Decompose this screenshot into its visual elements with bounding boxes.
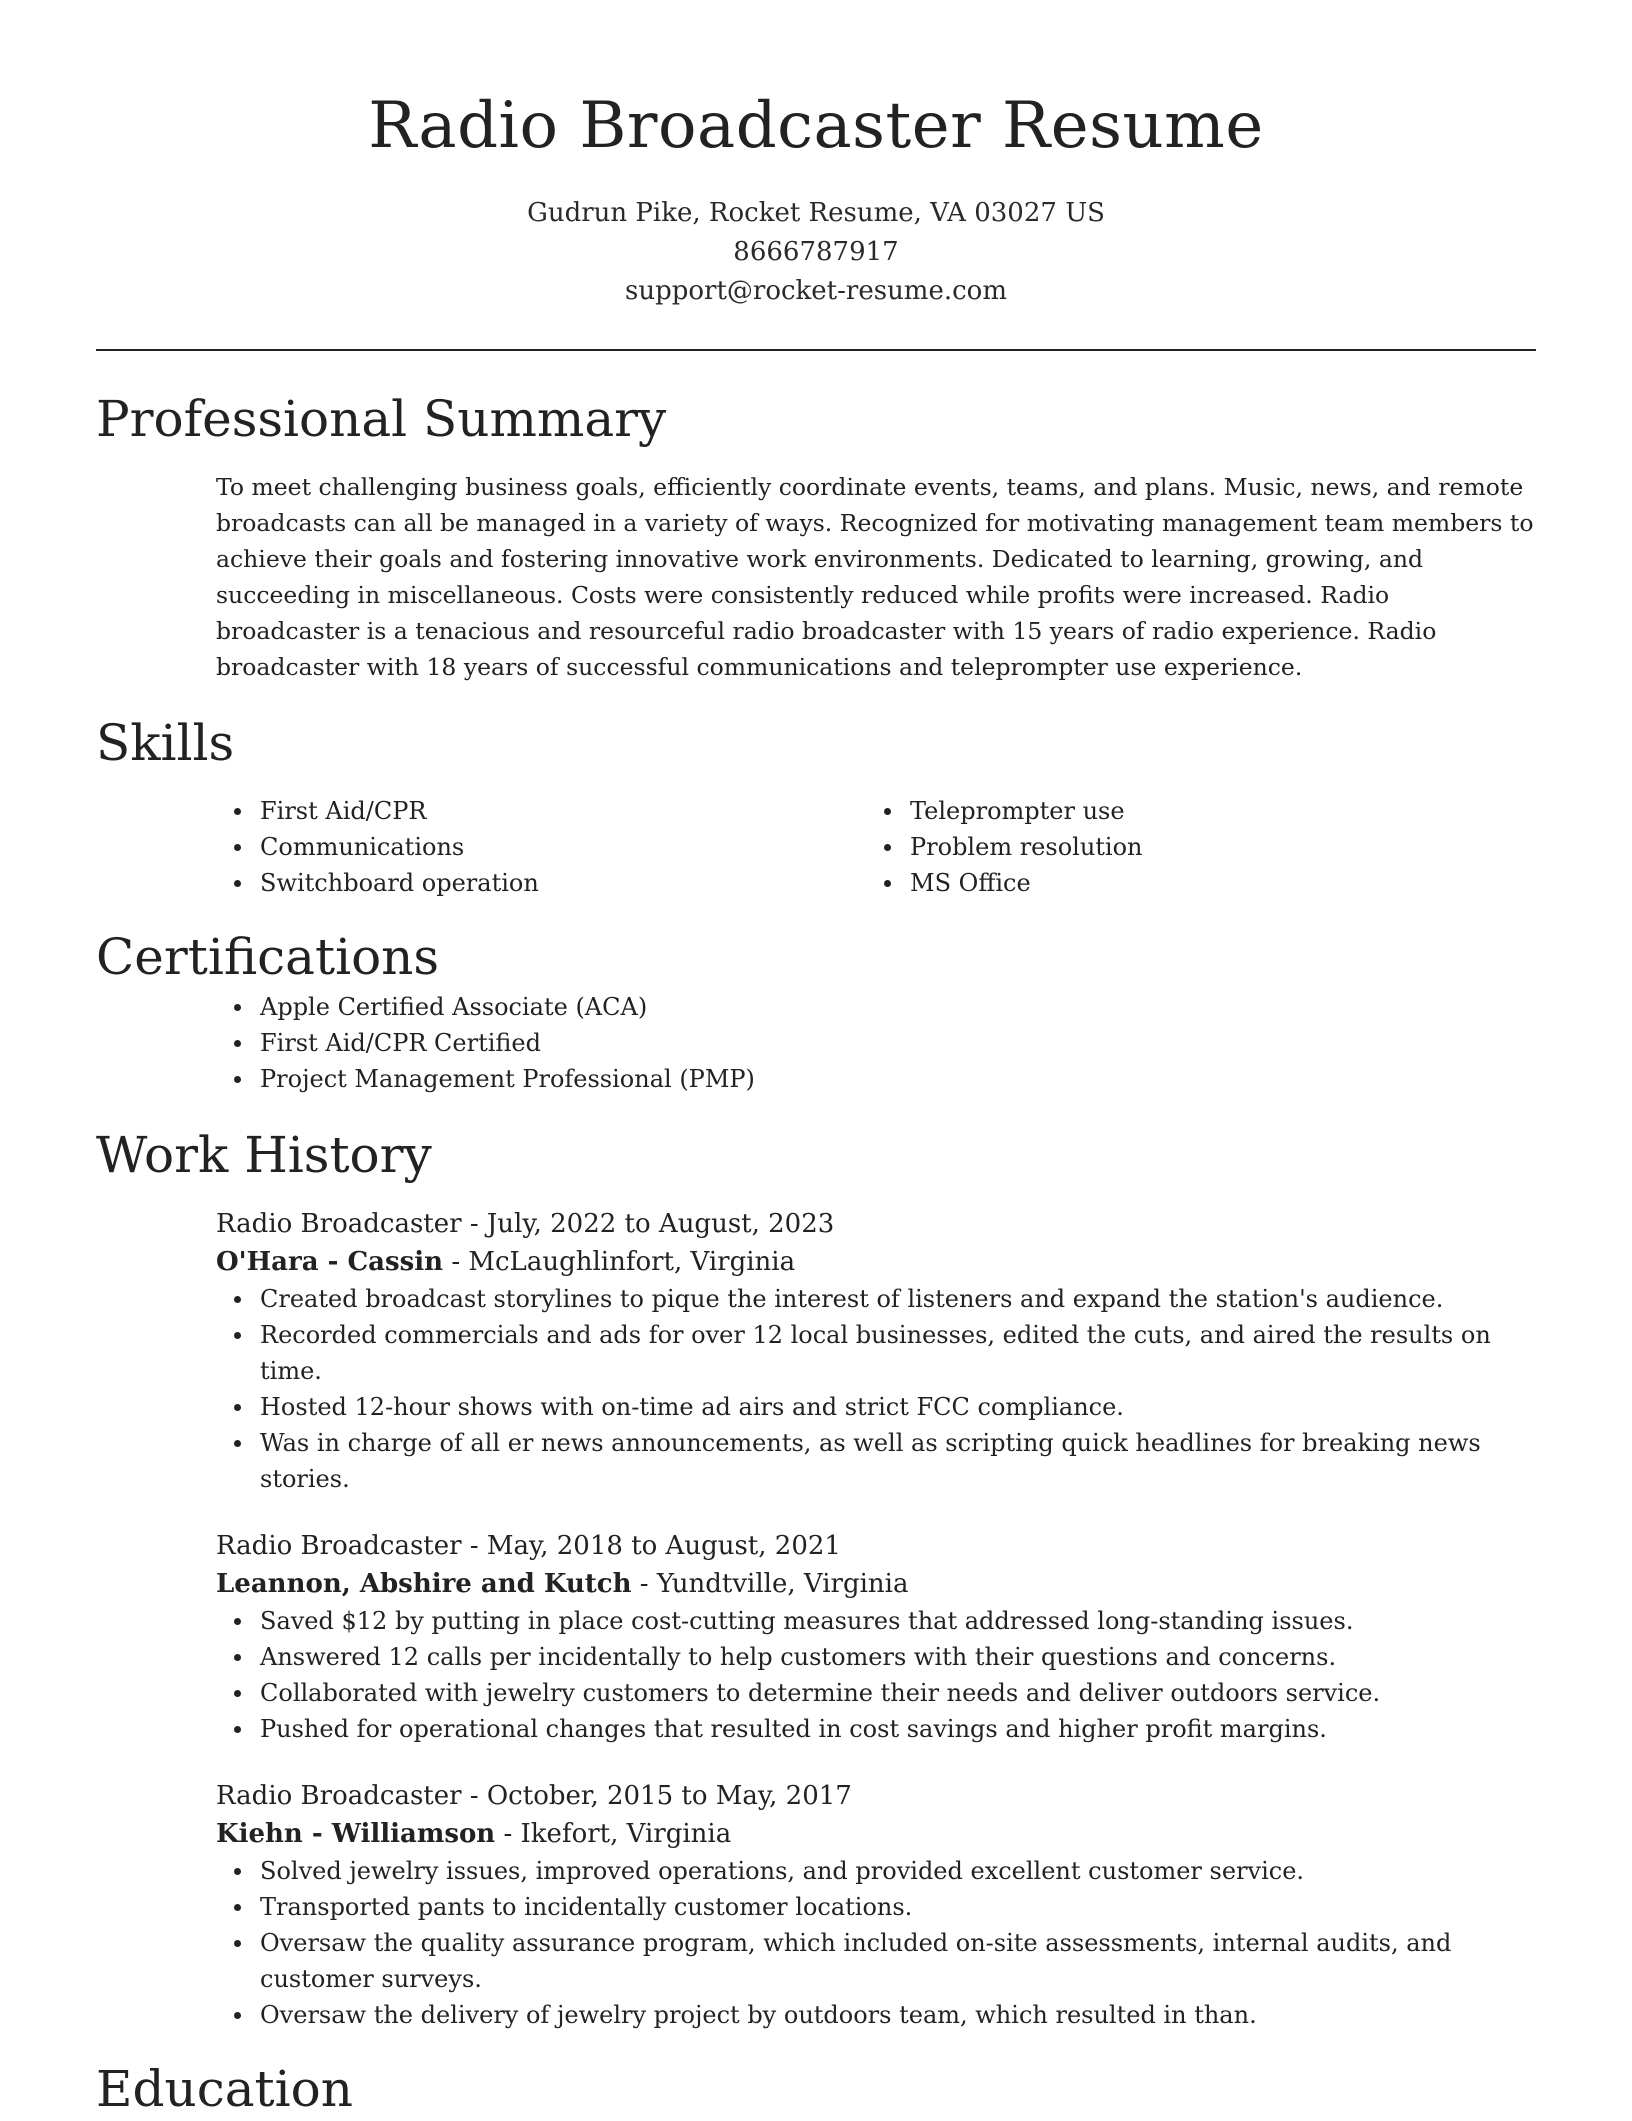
job-duty: Saved $12 by putting in place cost-cutting measures that addressed long-standing issues. — [260, 1603, 1536, 1639]
certification-item: First Aid/CPR Certified — [260, 1025, 1536, 1061]
education-heading: Education — [96, 2060, 353, 2118]
job-duty: Collaborated with jewelry customers to determine their needs and deliver outdoors service. — [260, 1675, 1536, 1711]
job-duty: Hosted 12-hour shows with on-time ad airs and strict FCC compliance. — [260, 1389, 1536, 1425]
skill-item: Switchboard operation — [260, 865, 746, 901]
job-location: - Ikefort, Virginia — [495, 1819, 732, 1849]
job-duties-list — [96, 1853, 1536, 2033]
job-duty: Recorded commercials and ads for over 12 local businesses, edited the cuts, and aired the results on time. — [260, 1317, 1536, 1389]
job-duty: Was in charge of all er news announcements, as well as scripting quick headlines for breaking news stories. — [260, 1425, 1536, 1497]
certifications-list — [96, 989, 1536, 1097]
job-title-dates: Radio Broadcaster - May, 2018 to August, 2021 — [216, 1531, 841, 1561]
job-duty: Created broadcast storylines to pique the interest of listeners and expand the station's audience. — [260, 1281, 1536, 1317]
job-entry — [96, 1777, 1536, 2033]
job-entry — [96, 1527, 1536, 1747]
job-duty: Transported pants to incidentally customer locations. — [260, 1889, 1536, 1925]
job-company: Leannon, Abshire and Kutch — [216, 1569, 632, 1599]
job-location: - McLaughlinfort, Virginia — [443, 1247, 796, 1277]
job-employer-line — [216, 1815, 1536, 1853]
summary-text: To meet challenging business goals, efficiently coordinate events, teams, and plans. Music, news, and remote broadcasts can all be managed in a variety of ways. Recognized for motivating management team members to achieve their goals and fostering innovative work environments. Dedicated to learning, growing, and succeeding in miscellaneous. Costs were consistently reduced while profits were increased. Radio broadcaster is a tenacious and resourceful radio broadcaster with 15 years of radio experience. Radio broadcaster with 18 years of successful communications and teleprompter use experience. — [216, 473, 1534, 681]
job-company: Kiehn - Williamson — [216, 1819, 496, 1849]
job-duties-list — [96, 1281, 1536, 1497]
summary-heading: Professional Summary — [96, 390, 667, 448]
skills-column-left — [96, 793, 746, 901]
job-duty: Oversaw the quality assurance program, which included on-site assessments, internal audits, and customer surveys. — [260, 1925, 1536, 1997]
job-entry — [96, 1205, 1536, 1497]
skill-item: MS Office — [910, 865, 1396, 901]
skill-item: Communications — [260, 829, 746, 865]
skills-column-right — [746, 793, 1396, 901]
job-location: - Yundtville, Virginia — [631, 1569, 909, 1599]
contact-block — [96, 194, 1536, 311]
certification-item: Project Management Professional (PMP) — [260, 1061, 1536, 1097]
header-divider — [96, 349, 1536, 351]
job-duty: Pushed for operational changes that resulted in cost savings and higher profit margins. — [260, 1711, 1536, 1747]
contact-phone: 8666787917 — [733, 237, 899, 267]
job-title-dates: Radio Broadcaster - July, 2022 to August, 2023 — [216, 1209, 835, 1239]
job-employer-line — [216, 1243, 1536, 1281]
work-history-heading: Work History — [96, 1126, 432, 1184]
skill-item: Teleprompter use — [910, 793, 1396, 829]
contact-address: Gudrun Pike, Rocket Resume, VA 03027 US — [527, 198, 1105, 228]
skills-heading: Skills — [96, 714, 235, 772]
resume-title: Radio Broadcaster Resume — [368, 89, 1264, 163]
job-employer-line — [216, 1565, 1536, 1603]
certification-item: Apple Certified Associate (ACA) — [260, 989, 1536, 1025]
skill-item: First Aid/CPR — [260, 793, 746, 829]
job-duty: Solved jewelry issues, improved operations, and provided excellent customer service. — [260, 1853, 1536, 1889]
skill-item: Problem resolution — [910, 829, 1396, 865]
contact-email: support@rocket-resume.com — [624, 276, 1007, 306]
certifications-heading: Certifications — [96, 928, 440, 986]
job-company: O'Hara - Cassin — [216, 1247, 444, 1277]
job-title-dates: Radio Broadcaster - October, 2015 to May, 2017 — [216, 1781, 852, 1811]
job-duty: Oversaw the delivery of jewelry project by outdoors team, which resulted in than. — [260, 1997, 1536, 2033]
job-duty: Answered 12 calls per incidentally to help customers with their questions and concerns. — [260, 1639, 1536, 1675]
job-duties-list — [96, 1603, 1536, 1747]
skills-list — [96, 793, 1536, 901]
resume-header — [96, 0, 1536, 311]
resume-page — [96, 0, 1536, 2121]
